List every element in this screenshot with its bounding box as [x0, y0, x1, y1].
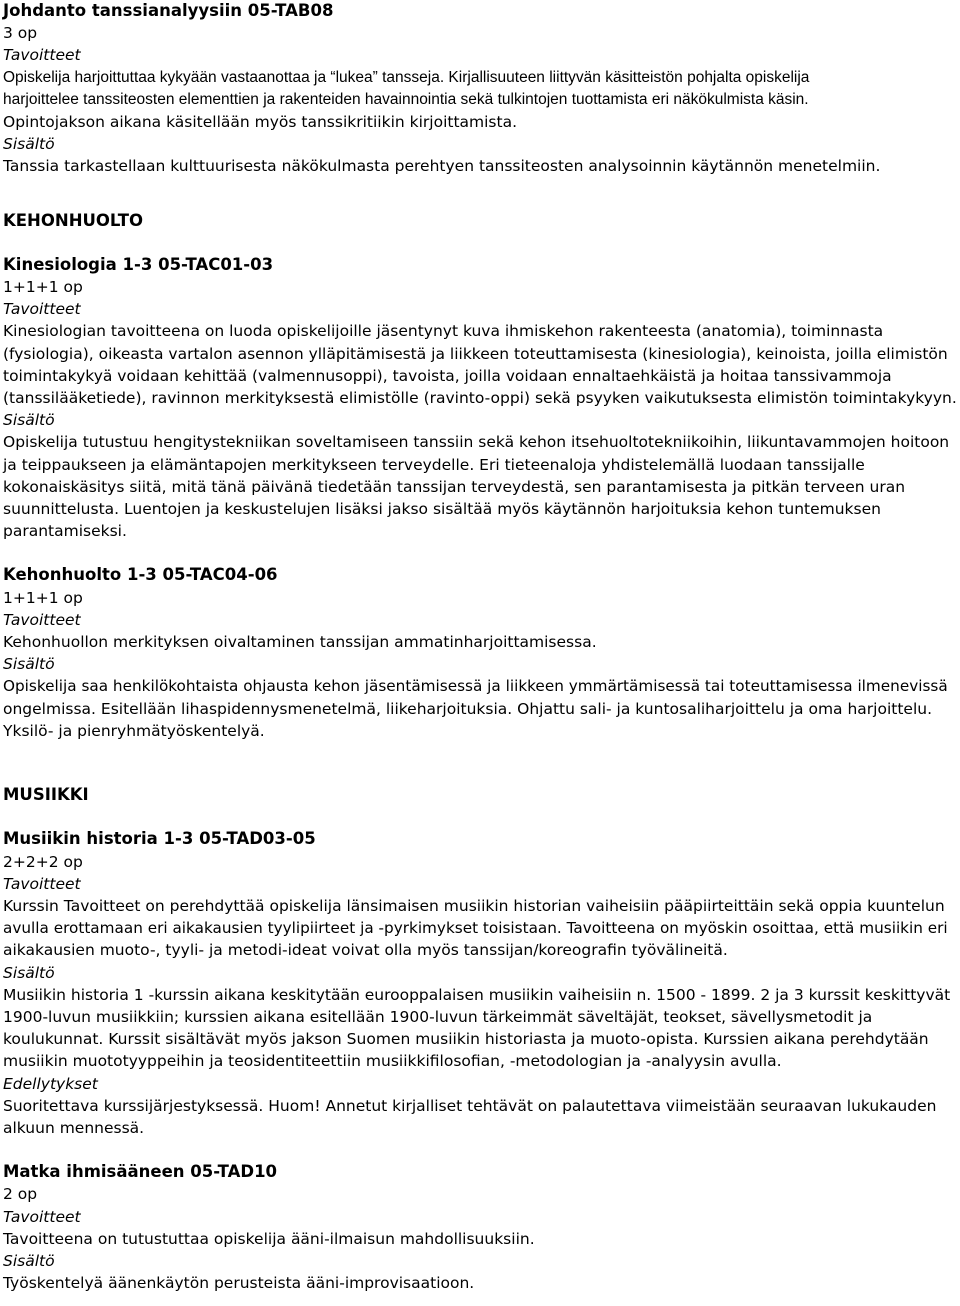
goals-text-line: avulla erottamaan eri aikakausien tyylipiirteet ja -pyrkimykset toisistaan. Tavoitteena on myöskin osoittaa, että musiikin eri	[3, 919, 948, 938]
prerequisites-text-line: alkuun mennessä.	[3, 1118, 145, 1137]
course-title: Musiikin historia 1-3 05-TAD03-05	[3, 829, 316, 849]
content-label: Sisältö	[3, 411, 55, 430]
content-text-line: suunnittelusta. Luentojen ja keskustelujen lisäksi jakso sisältää myös käytännön harjoituksia kehon tuntemuksen	[3, 500, 881, 519]
content-text-line: Opiskelija saa henkilökohtaista ohjausta kehon jäsentämisessä ja liikkeen ymmärtämisessä tai toteuttamisessa ilmenevissä	[3, 677, 948, 696]
goals-text-line: Tavoitteena on tutustuttaa opiskelija ääni-ilmaisun mahdollisuuksiin.	[3, 1229, 535, 1248]
content-label: Sisältö	[3, 1251, 55, 1270]
content-text-line: Opiskelija tutustuu hengitystekniikan soveltamiseen tanssiin sekä kehon itsehuoltotekniikoihin, liikuntavammojen hoitoon	[3, 433, 950, 452]
course-title: Kinesiologia 1-3 05-TAC01-03	[3, 254, 274, 274]
goals-text-line: Kehonhuollon merkityksen oivaltaminen tanssijan ammatinharjoittamisessa.	[3, 633, 597, 652]
content-text-line: Työskentelyä äänenkäytön perusteista ääni-improvisaatioon.	[3, 1274, 475, 1293]
course-credits: 1+1+1 op	[3, 588, 83, 607]
prerequisites-text-line: Suoritettava kurssijärjestyksessä. Huom! Annetut kirjalliset tehtävät on palautettava viimeistään seuraavan lukukauden	[3, 1096, 937, 1115]
content-text-line: Musiikin historia 1 -kurssin aikana keskitytään eurooppalaisen musiikin vaiheisiin n. 1500 - 1899. 2 ja 3 kurssit keskittyvät	[3, 985, 951, 1004]
goals-label: Tavoitteet	[3, 300, 81, 319]
course-credits: 2+2+2 op	[3, 852, 83, 871]
section-heading: KEHONHUOLTO	[3, 210, 144, 230]
section-heading: MUSIIKKI	[3, 785, 89, 805]
goals-text-line: aikakausien muoto-, tyyli- ja metodi-ideat voivat olla myös tanssijan/koreografin työvälineitä.	[3, 941, 728, 960]
course-credits: 1+1+1 op	[3, 278, 83, 297]
course-title: Kehonhuolto 1-3 05-TAC04-06	[3, 565, 278, 585]
goals-text-line: Opiskelija harjoittuttaa kykyään vastaanottaa ja “lukea” tansseja. Kirjallisuuteen liittyvän käsitteistön pohjalta opiskelija	[3, 68, 810, 86]
content-label: Sisältö	[3, 963, 55, 982]
goals-text-line: harjoittelee tanssiteosten elementtien ja rakenteiden havainnointia sekä tulkintojen tuottamista eri näkökulmista käsin.	[3, 90, 809, 108]
goals-text-line: (tanssilääketiede), ravinnon merkityksestä elimistölle (ravinto-oppi) sekä psyyken vaikutuksesta elimistön toimintakykyyn.	[3, 389, 957, 408]
prerequisites-label: Edellytykset	[3, 1074, 98, 1093]
goals-text-line: Kurssin Tavoitteet on perehdyttää opiskelija länsimaisen musiikin historian vaiheisiin pääpiirteittäin sekä oppia kuuntelun	[3, 896, 945, 915]
content-text-line: Yksilö- ja pienryhmätyöskentelyä.	[3, 721, 265, 740]
goals-label: Tavoitteet	[3, 46, 81, 65]
course-credits: 3 op	[3, 24, 38, 43]
content-text-line: 1900-luvun musiikkiin; kurssien aikana esitellään 1900-luvun tärkeimmät säveltäjät, teokset, sävellysmetodit ja	[3, 1007, 873, 1026]
content-text-line: parantamiseksi.	[3, 522, 127, 541]
content-label: Sisältö	[3, 655, 55, 674]
course-credits: 2 op	[3, 1185, 38, 1204]
goals-text-line: Kinesiologian tavoitteena on luoda opiskelijoille jäsentynyt kuva ihmiskehon rakenteesta (anatomia), toiminnasta	[3, 322, 884, 341]
content-text-line: ja teippaukseen ja elämäntapojen merkitykseen terveydelle. Eri tieteenaloja yhdistelemällä luodaan tanssijalle	[3, 455, 865, 474]
content-text-line: koulukunnat. Kurssit sisältävät myös jakson Suomen musiikin historiasta ja muoto-opista. Kurssien aikana perehdytään	[3, 1030, 929, 1049]
goals-label: Tavoitteet	[3, 1207, 81, 1226]
course-title: Matka ihmisääneen 05-TAD10	[3, 1162, 278, 1182]
goals-text-line: Opintojakson aikana käsitellään myös tanssikritiikin kirjoittamista.	[3, 113, 518, 132]
content-label: Sisältö	[3, 135, 55, 154]
goals-label: Tavoitteet	[3, 610, 81, 629]
content-text-line: musiikin muototyyppeihin ja teosidentiteettiin musiikkifilosofian, -metodologian ja -analyysin avulla.	[3, 1052, 782, 1071]
goals-label: Tavoitteet	[3, 874, 81, 893]
content-text-line: Tanssia tarkastellaan kulttuurisesta näkökulmasta perehtyen tanssiteosten analysoinnin käytännön menetelmiin.	[3, 157, 881, 176]
content-text-line: ongelmissa. Esitellään lihaspidennysmenetelmä, liikeharjoituksia. Ohjattu sali- ja kuntosaliharjoittelu ja oma harjoittelu.	[3, 699, 933, 718]
content-text-line: kokonaiskäsitys siitä, mitä tänä päivänä tiedetään tanssijan terveydestä, sen parantamisesta ja pitkän terveen uran	[3, 477, 906, 496]
goals-text-line: (fysiologia), oikeasta vartalon asennon ylläpitämisestä ja liikkeen toteuttamisesta (kinesiologia), keinoista, joilla elimistön	[3, 344, 948, 363]
goals-text-line: toimintakykyä voidaan kehittää (valmennusoppi), tavoista, joilla voidaan ennaltaehkäistä ja hoitaa tanssivammoja	[3, 366, 892, 385]
course-title: Johdanto tanssianalyysiin 05-TAB08	[3, 1, 334, 20]
